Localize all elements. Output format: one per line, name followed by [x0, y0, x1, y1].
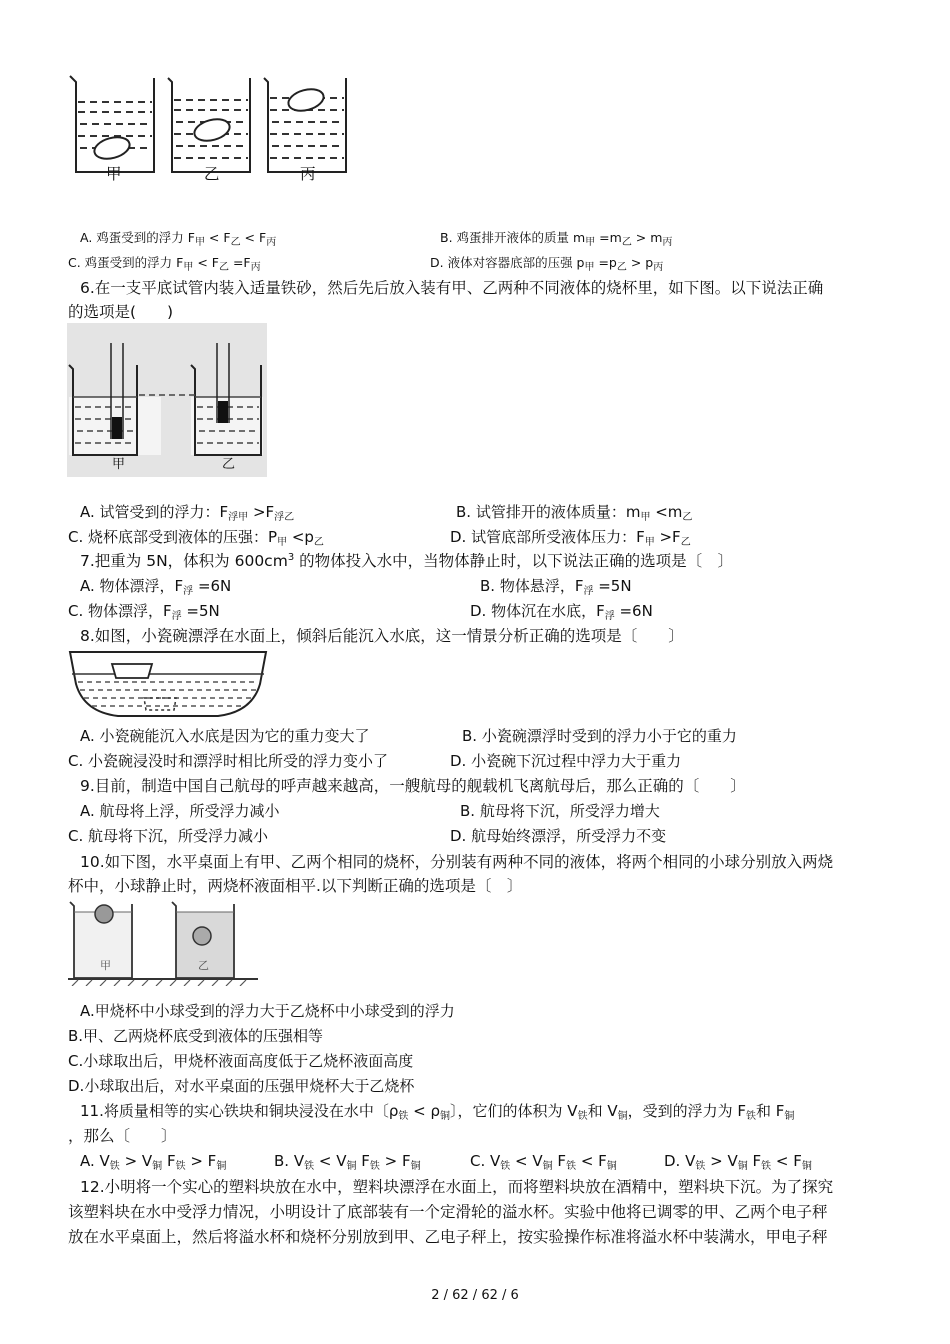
q7-option-b[interactable]: B. 物体悬浮，$F_浮 =5N$	[480, 577, 632, 597]
q11-option-b[interactable]: B. $V_铁 < V_铜$ $F_铁 > F_铜$	[274, 1152, 421, 1172]
q5-option-a[interactable]: A. 鸡蛋受到的浮力 $F_甲 < F_乙 < F_丙$	[80, 230, 277, 248]
q6-stem-line2: 的选项是( )	[68, 303, 174, 321]
q6-option-b[interactable]: B. 试管排开的液体质量：$m_甲 <m_乙$	[456, 503, 693, 523]
q10-beakers-figure	[68, 898, 258, 986]
q6-label-yi: 乙	[222, 457, 236, 472]
q12-line2: 该塑料块在水中受浮力情况，小明设计了底部装有一个定滑轮的溢水杯。实验中他将已调零的甲、乙两个电子秤	[68, 1203, 828, 1221]
q10-option-c[interactable]: C.小球取出后，甲烧杯液面高度低于乙烧杯液面高度	[68, 1052, 414, 1070]
q6-stem-line1: 6.在一支平底试管内装入适量铁砂，然后先后放入装有甲、乙两种不同液体的烧杯里，如下图。以下说法正确	[80, 279, 824, 297]
q9-option-c[interactable]: C. 航母将下沉，所受浮力减小	[68, 827, 269, 845]
q8-option-d[interactable]: D. 小瓷碗下沉过程中浮力大于重力	[450, 752, 682, 770]
q6-label-jia: 甲	[112, 457, 126, 472]
q5-label-yi: 乙	[204, 165, 220, 183]
q6-option-a[interactable]: A. 试管受到的浮力：$F_{浮甲} >F_{浮乙}$	[80, 503, 295, 523]
q5-option-b[interactable]: B. 鸡蛋排开液体的质量 $m_甲 =m_乙 > m_丙$	[440, 230, 673, 248]
q9-option-b[interactable]: B. 航母将下沉，所受浮力增大	[460, 802, 660, 820]
q6-test-tube-figure	[67, 323, 267, 477]
q11-stem: 11.将质量相等的实心铁块和铜块浸没在水中〔$\rho_铁 < \rho_铜$〕，它们的体积为 $V_铁$和 $V_铜$，受到的浮力为 $F_铁$和 $F_铜$	[80, 1102, 795, 1122]
q10-option-b[interactable]: B.甲、乙两烧杯底受到液体的压强相等	[68, 1027, 324, 1045]
q7-option-d[interactable]: D. 物体沉在水底，$F_浮 =6N$	[470, 602, 653, 622]
q11-option-c[interactable]: C. $V_铁 < V_铜$ $F_铁 < F_铜$	[470, 1152, 617, 1172]
q7-option-c[interactable]: C. 物体漂浮，$F_浮 =5N$	[68, 602, 220, 622]
q8-option-c[interactable]: C. 小瓷碗浸没时和漂浮时相比所受的浮力变小了	[68, 752, 389, 770]
q12-line1: 12.小明将一个实心的塑料块放在水中，塑料块漂浮在水面上，而将塑料块放在酒精中，塑料块下沉。为了探究	[80, 1178, 834, 1196]
q8-stem: 8.如图，小瓷碗漂浮在水面上，倾斜后能沉入水底，这一情景分析正确的选项是〔 〕	[80, 627, 684, 645]
q6-option-c[interactable]: C. 烧杯底部受到液体的压强：$P_甲 <p_乙$	[68, 528, 324, 548]
q8-bowl-figure	[68, 648, 268, 720]
q10-option-d[interactable]: D.小球取出后，对水平桌面的压强甲烧杯大于乙烧杯	[68, 1077, 415, 1095]
q10-label-yi: 乙	[198, 959, 209, 972]
q9-option-a[interactable]: A. 航母将上浮，所受浮力减小	[80, 802, 280, 820]
q12-line3: 放在水平桌面上，然后将溢水杯和烧杯分别放到甲、乙电子秤上，按实验操作标准将溢水杯中装满水，甲电子秤	[68, 1228, 828, 1246]
q5-label-jia: 甲	[106, 165, 122, 183]
q10-stem-line1: 10.如下图，水平桌面上有甲、乙两个相同的烧杯，分别装有两种不同的液体，将两个相同的小球分别放入两烧	[80, 853, 834, 871]
q10-option-a[interactable]: A.甲烧杯中小球受到的浮力大于乙烧杯中小球受到的浮力	[80, 1002, 455, 1020]
q7-option-a[interactable]: A. 物体漂浮，$F_浮 =6N$	[80, 577, 232, 597]
q8-option-b[interactable]: B. 小瓷碗漂浮时受到的浮力小于它的重力	[462, 727, 737, 745]
q7-stem: 7.把重为 5N，体积为 $600cm^3$ 的物体投入水中，当物体静止时，以下说法正确的选项是〔 〕	[80, 551, 734, 570]
q8-option-a[interactable]: A. 小瓷碗能沉入水底是因为它的重力变大了	[80, 727, 370, 745]
q5-label-bing: 丙	[300, 165, 316, 183]
q5-option-c[interactable]: C. 鸡蛋受到的浮力 $F_甲 < F_乙 =F_丙$	[68, 255, 261, 273]
q11-option-a[interactable]: A. $V_铁 > V_铜$ $F_铁 > F_铜$	[80, 1152, 227, 1172]
q11-option-d[interactable]: D. $V_铁 > V_铜$ $F_铁 < F_铜$	[664, 1152, 812, 1172]
q6-option-d[interactable]: D. 试管底部所受液体压力：$F_甲 >F_乙$	[450, 528, 691, 548]
q10-label-jia: 甲	[100, 959, 111, 972]
q10-stem-line2: 杯中，小球静止时，两烧杯液面相平.以下判断正确的选项是〔 〕	[68, 877, 523, 895]
q9-stem: 9.目前，制造中国自己航母的呼声越来越高，一艘航母的舰载机飞离航母后，那么正确的〔 〕	[80, 777, 746, 795]
q5-option-d[interactable]: D. 液体对容器底部的压强 $p_甲 =p_乙 > p_丙$	[430, 255, 664, 273]
q9-option-d[interactable]: D. 航母始终漂浮，所受浮力不变	[450, 827, 667, 845]
page-number: 2 / 62 / 62 / 6	[431, 1288, 519, 1303]
q11-stem-line2: ，那么〔 〕	[68, 1127, 177, 1145]
